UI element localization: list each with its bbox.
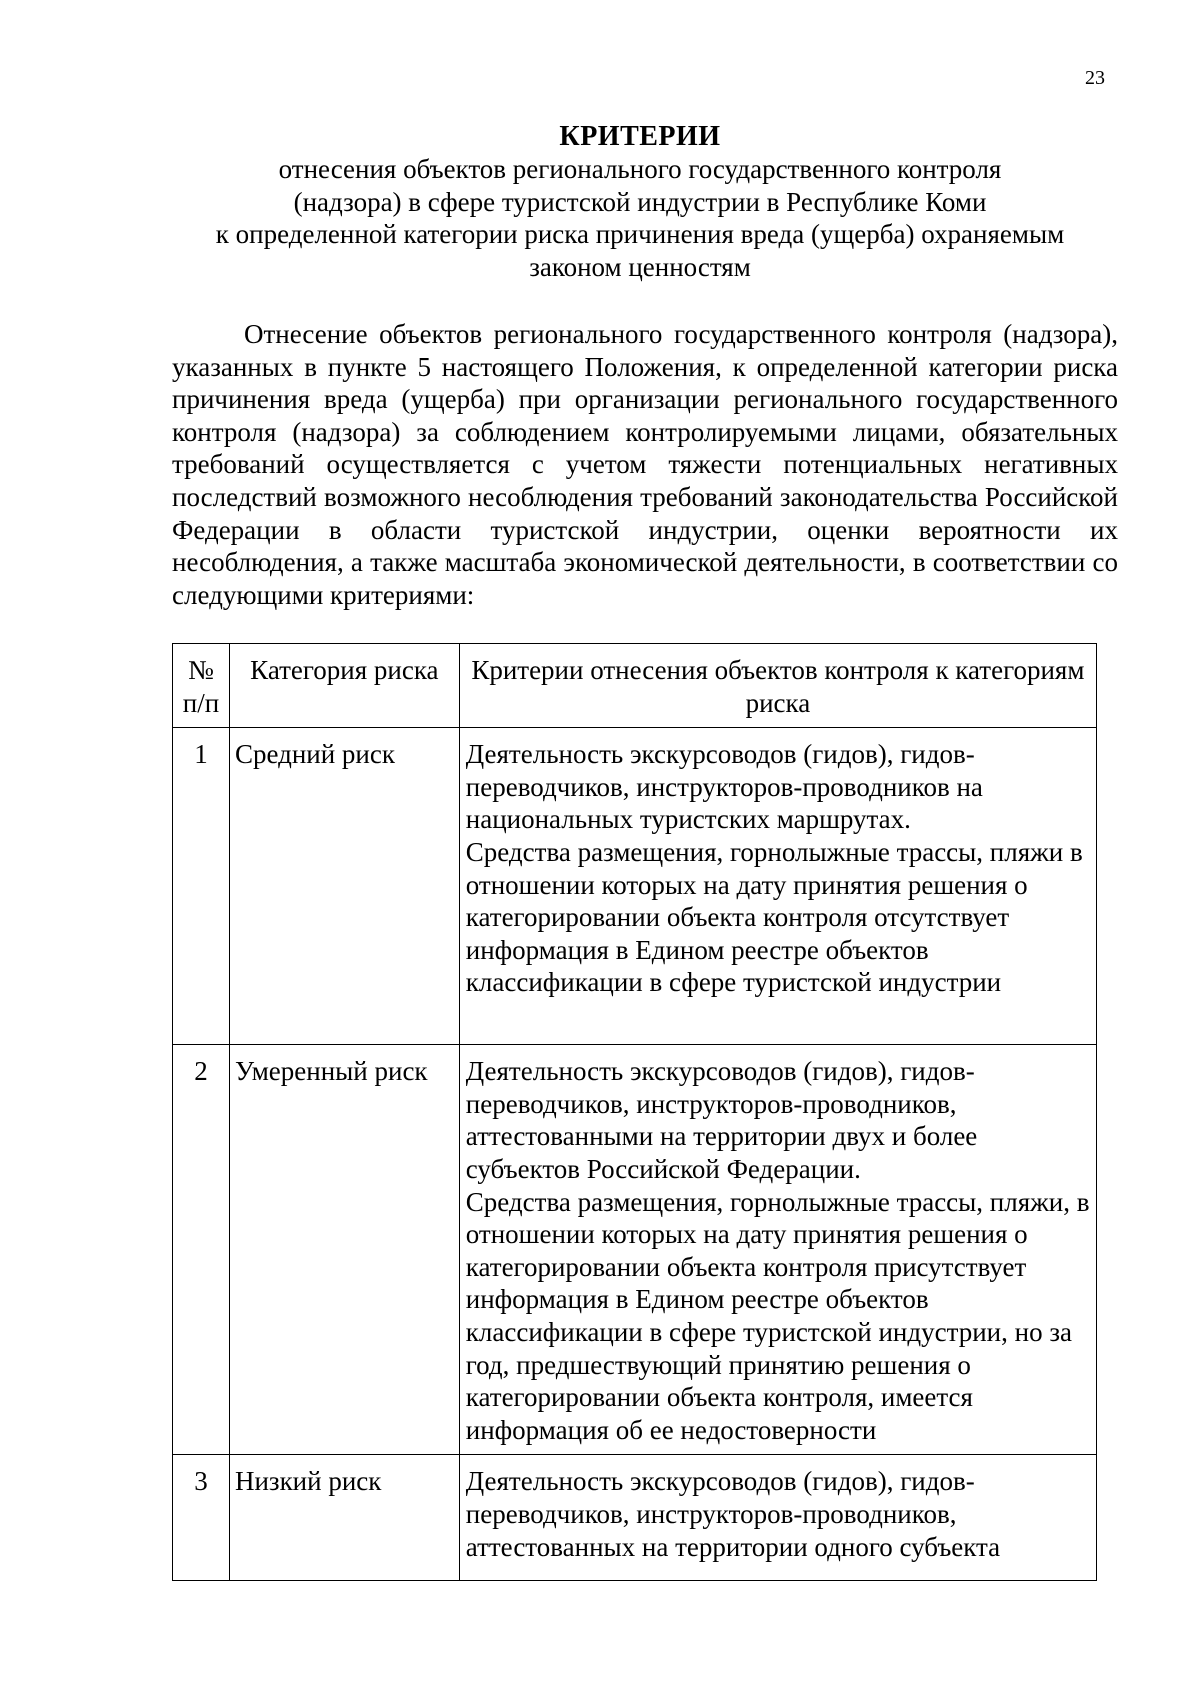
row-number: 3 [173,1455,230,1581]
criteria-text: Средства размещения, горнолыжные трассы, пляжи в отношении которых на дату принятия решения о категорировании объекта контроля отсутствует информация в Едином реестре объектов классификации в сфере туристской индустрии [465,836,1083,998]
table-row [173,1045,1097,1455]
criteria-table [172,643,1097,1581]
header-num: № п/п [173,644,230,728]
risk-category: Средний риск [229,728,459,1045]
risk-criteria [459,1455,1096,1581]
criteria-text: Деятельность экскурсоводов (гидов), гидов-переводчиков, инструкторов-проводников на национальных туристских маршрутах. [465,739,983,835]
title-block [160,121,1120,283]
criteria-text: Деятельность экскурсоводов (гидов), гидов-переводчиков, инструкторов-проводников, аттестованных на территории одного субъекта [465,1466,1001,1562]
risk-criteria [459,728,1096,1045]
subtitle-line: законом ценностям [529,251,751,282]
document-title: КРИТЕРИИ [559,121,721,152]
row-number: 2 [173,1045,230,1455]
risk-criteria [459,1045,1096,1455]
criteria-text: Средства размещения, горнолыжные трассы, пляжи, в отношении которых на дату принятия решения о категорировании объекта контроля присутствует информация в Едином реестре объектов классификации в сфере туристской индустрии, но за год, предшествующий принятию решения о категорировании объекта контроля, имеется информация об ее недостоверности [465,1186,1090,1445]
criteria-text: Деятельность экскурсоводов (гидов), гидов-переводчиков, инструкторов-проводников, аттестованными на территории двух и более субъектов Российской Федерации. [465,1056,978,1184]
table-row [173,1455,1097,1581]
subtitle-line: отнесения объектов регионального государственного контроля [278,154,1002,184]
row-number: 1 [173,728,230,1045]
table-header-row [173,644,1097,728]
header-criteria: Критерии отнесения объектов контроля к категориям риска [459,644,1096,728]
intro-paragraph: Отнесение объектов регионального государственного контроля (надзора), указанных в пункте 5 настоящего Положения, к определенной категории риска причинения вреда (ущерба) при организации регионального государственного контроля (надзора) за соблюдением контролируемыми лицами, обязательных требований осуществляется с учетом тяжести потенциальных негативных последствий возможного несоблюдения требований законодательства Российской Федерации в области туристской индустрии, оценки вероятности их несоблюдения, а также масштаба экономической деятельности, в соответствии со следующими критериями: [172,319,1118,610]
risk-category: Умеренный риск [229,1045,459,1455]
subtitle-line: (надзора) в сфере туристской индустрии в Республике Коми [293,186,987,217]
risk-category: Низкий риск [229,1455,459,1581]
subtitle-line: к определенной категории риска причинения вреда (ущерба) охраняемым [215,219,1065,249]
page-number: 23 [1085,67,1105,89]
header-category: Категория риска [229,644,459,728]
table-row [173,728,1097,1045]
